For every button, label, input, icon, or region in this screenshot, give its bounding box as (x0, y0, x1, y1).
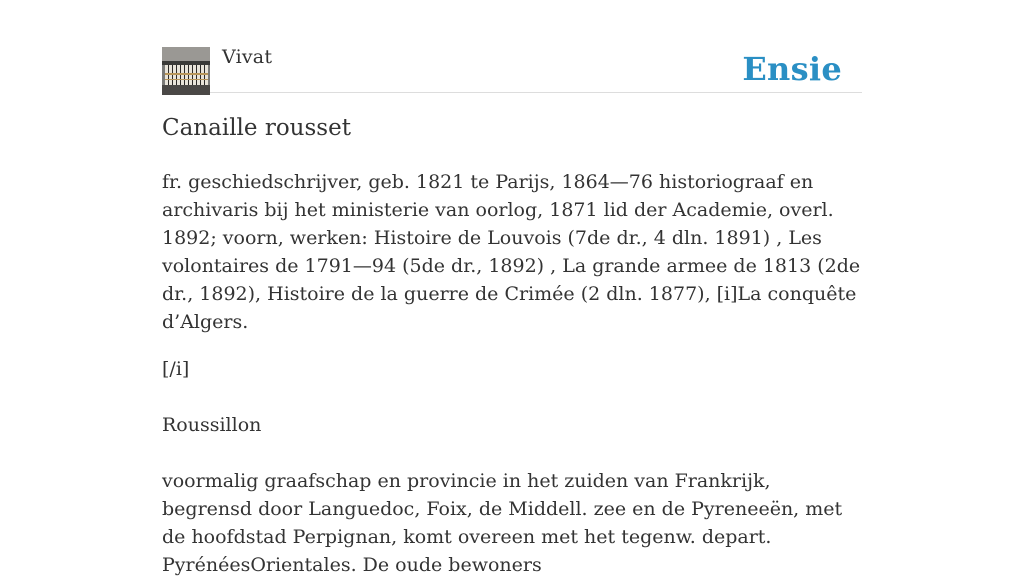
article-body (162, 168, 862, 579)
site-header (162, 46, 862, 93)
author-name[interactable]: Vivat (222, 46, 273, 68)
article-paragraph: fr. geschiedschrijver, geb. 1821 te Parijs, 1864—76 historiograaf en archivaris bij het ministerie van oorlog, 1871 lid der Academie, overl. 1892; voorn, werken: Histoire de Louvois (7de dr., 4 dln. 1891) , Les volontaires de 1791—94 (5de dr., 1892) , La grande armee de 1813 (2de dr., 1892), Histoire de la guerre de Crimée (2 dln. 1877), [i]La conquête d’Algers. (162, 171, 861, 333)
bookshelf-icon (162, 47, 210, 95)
article-paragraph: [/i] (162, 358, 190, 380)
site-logo[interactable]: Ensie (742, 50, 842, 88)
author-avatar[interactable] (162, 47, 210, 95)
article-paragraph: voormalig graafschap en provincie in het zuiden van Frankrijk, begrensd door Languedoc, Foix, de Middell. zee en de Pyreneeën, met de hoofdstad Perpignan, komt overeen met het tegenw. depart. PyrénéesOrientales. De oude bewoners (162, 470, 843, 576)
page-title: Canaille rousset (162, 115, 351, 141)
article-paragraph: Roussillon (162, 414, 262, 436)
